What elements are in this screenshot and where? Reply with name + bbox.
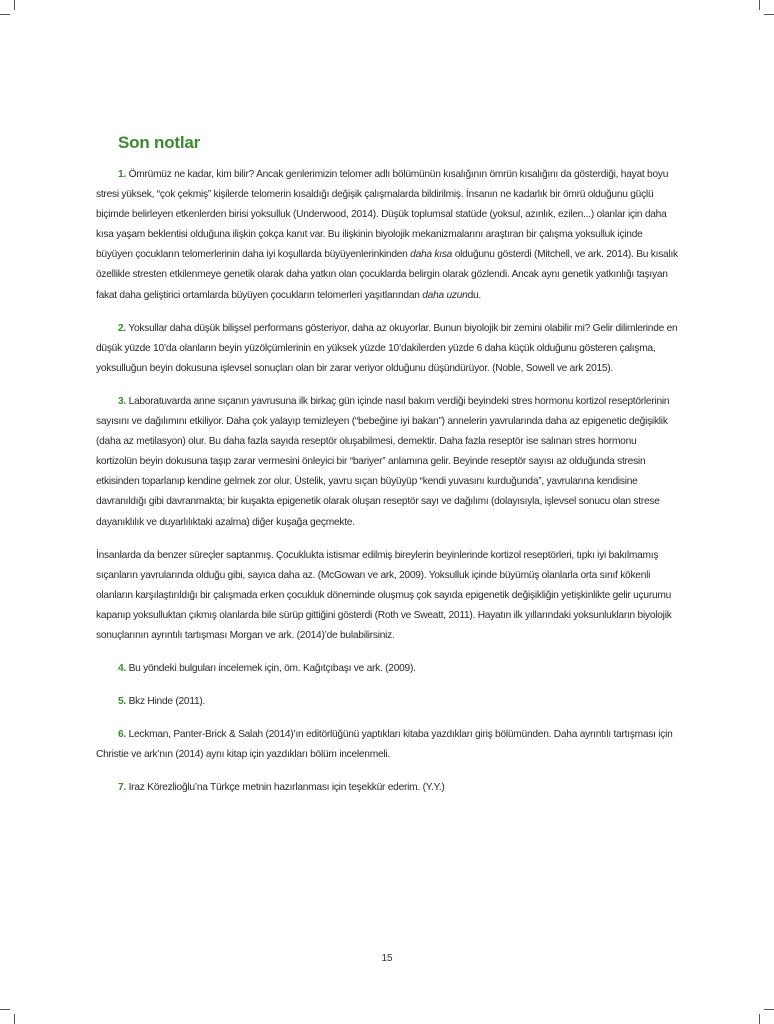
- endnote-number: 5.: [118, 696, 126, 708]
- endnote-number: 3.: [118, 395, 126, 407]
- crop-mark-top-right-v: [759, 0, 760, 10]
- endnote-text: du.: [467, 289, 481, 301]
- endnote-number: 6.: [118, 729, 126, 741]
- endnote-text: Leckman, Panter-Brick & Salah (2014)’ın editörlüğünü yaptıkları kitaba yazdıkları giriş bölümünden. Daha ayrıntılı tartışması için Christie ve ark’nın (2014) aynı kitap için yazdıkları bölüm incelenmeli.: [96, 729, 673, 761]
- endnote-text: İnsanlarda da benzer süreçler saptanmış. Çocuklukta istismar edilmiş bireylerin beyinlerinde kortizol reseptörleri, tıpkı iyi bakılmamış sıçanların yavrularında olduğu gibi, sayıca daha az. (McGowan ve ark, 2009). Yoksulluk içinde büyümüş olanlarla orta sınıf kökenli olanların karşılaştırıldığı bir çalışmada erken çocukluk döneminde oluşmuş çok sayıda epigenetik değişikliğin yetişkinlikte gelir uçurumu kapanıp yoksulluktan çıkmış olanlarda bile sürüp gittiğini gösterdi (Roth ve Sweatt, 2011). Hayatın ilk yıllarındaki yoksunlukların biyolojik sonuçlarının ayrıntılı tartışması Morgan ve ark. (2014)’de bulabilirsiniz.: [96, 549, 672, 641]
- endnote-number: 7.: [118, 782, 126, 794]
- endnotes-section: [96, 133, 680, 812]
- crop-mark-bottom-left-h: [0, 1009, 10, 1010]
- endnote-number: 2.: [118, 322, 126, 334]
- emphasis-text: daha kısa: [410, 249, 453, 261]
- notes-list: [96, 165, 680, 799]
- endnote-6: [96, 692, 680, 712]
- endnote-3: [96, 392, 680, 533]
- endnote-text: Laboratuvarda anne sıçanın yavrusuna ilk birkaç gün içinde nasıl bakım verdiği beyindeki stres hormonu kortizol reseptörlerinin sayısını ve dağılımını etkiliyor. Daha çok yalayıp temizleyen (“bebeğine iyi bakan”) annelerin yavrularında daha az epigenetic değişiklik (daha az metilasyon) olur. Bu daha fazla sayıda reseptör oluşabilmesi, demektir. Daha fazla reseptör ise salınan stres hormonu kortizolün beyin dokusuna taşıp zarar vermesini önleyici bir “bariyer” anlamına gelir. Beyinde reseptör sayısı az olduğunda stresin etkisinden toparlanıp kendine gelmek zor olur. Üstelik, yavru sıçan büyüyüp “kendi yuvasını kurduğunda”, yavrularına kendisine davranıldığı gibi davranmakta; bir kuşakta epigenetik olarak oluşan reseptör sayı ve dağılımı (dolayısıyla, işlevsel sonucu olan strese dayanıklılık ve duyarlılıktaki azalma) diğer kuşağa geçmekte.: [96, 395, 670, 528]
- endnote-text: Bu yöndeki bulguları incelemek için, öm. Kağıtçıbaşı ve ark. (2009).: [128, 663, 416, 675]
- crop-mark-top-right-h: [764, 14, 774, 15]
- endnote-number: 1.: [118, 169, 126, 180]
- section-title: Son notlar: [118, 133, 201, 152]
- endnote-text: Yoksullar daha düşük bilişsel performans gösteriyor, daha az okuyorlar. Bunun biyolojik bir zemini olabilir mi? Gelir dilimlerinde en düşük yüzde 10’da olanların beyin yüzölçümlerinin en yüksek yüzde 10’dakilerden yüzde 6 daha küçük olduğunu gösteren çalışma, yoksulluğun beyin dokusuna işlevsel sonuçları olan bir zarar veriyor olduğunu düşündürüyor. (Noble, Sowell ve ark 2015).: [96, 322, 678, 374]
- endnote-7: [96, 725, 680, 765]
- crop-mark-bottom-right-v: [759, 1014, 760, 1024]
- crop-mark-bottom-left-v: [14, 1014, 15, 1024]
- crop-mark-bottom-right-h: [764, 1009, 774, 1010]
- endnote-text: Ömrümüz ne kadar, kim bilir? Ancak genlerimizin telomer adlı bölümünün kısalığının ömrün kısalığını da gösterdiği, hayat boyu stresi yüksek, “çok çekmiş” kişilerde telomerin kısaldığı değişik çalışmalarda bildirilmiş. İnsanın ne kadarlık bir ömrü olduğunu güçlü biçimde belirleyen etkenlerden birisi yoksulluk (Underwood, 2014). Düşük toplumsal statüde (yoksul, azınlık, ezilen...) olanlar için daha kısa yaşam beklentisi olduğuna ilişkin çokça kanıt var. Bu ilişkinin biyolojik mekanizmalarını araştıran bir çalışma yoksulluk içinde büyüyen çocukların telomerlerinin daha iyi koşullarda büyüyenlerinkinden: [96, 169, 669, 261]
- endnote-5: [96, 659, 680, 679]
- page-number: 15: [381, 953, 393, 964]
- endnote-4: [96, 546, 680, 646]
- endnote-number: 4.: [118, 663, 126, 675]
- endnote-text: Bkz Hinde (2011).: [128, 696, 206, 708]
- endnote-1: [96, 165, 680, 306]
- endnote-text: olduğunu gösterdi (Mitchell, ve ark. 2014). Bu kısalık özellikle stresten etkilenmeye genetik olarak daha yatkın olan çocuklarda belirgin olarak gözlendi. Ancak aynı genetik yatkınlığı taşıyan fakat daha geliştirici ortamlarda büyüyen çocukların telomerleri yaşıtlarından: [96, 249, 678, 301]
- emphasis-text: daha uzun: [422, 289, 468, 301]
- endnote-2: [96, 319, 680, 379]
- endnote-text: Iraz Körezlioğlu’na Türkçe metnin hazırlanması için teşekkür ederim. (Y.Y.): [128, 782, 445, 794]
- endnote-8: [96, 778, 680, 798]
- crop-mark-top-left-v: [14, 0, 15, 10]
- crop-mark-top-left-h: [0, 14, 10, 15]
